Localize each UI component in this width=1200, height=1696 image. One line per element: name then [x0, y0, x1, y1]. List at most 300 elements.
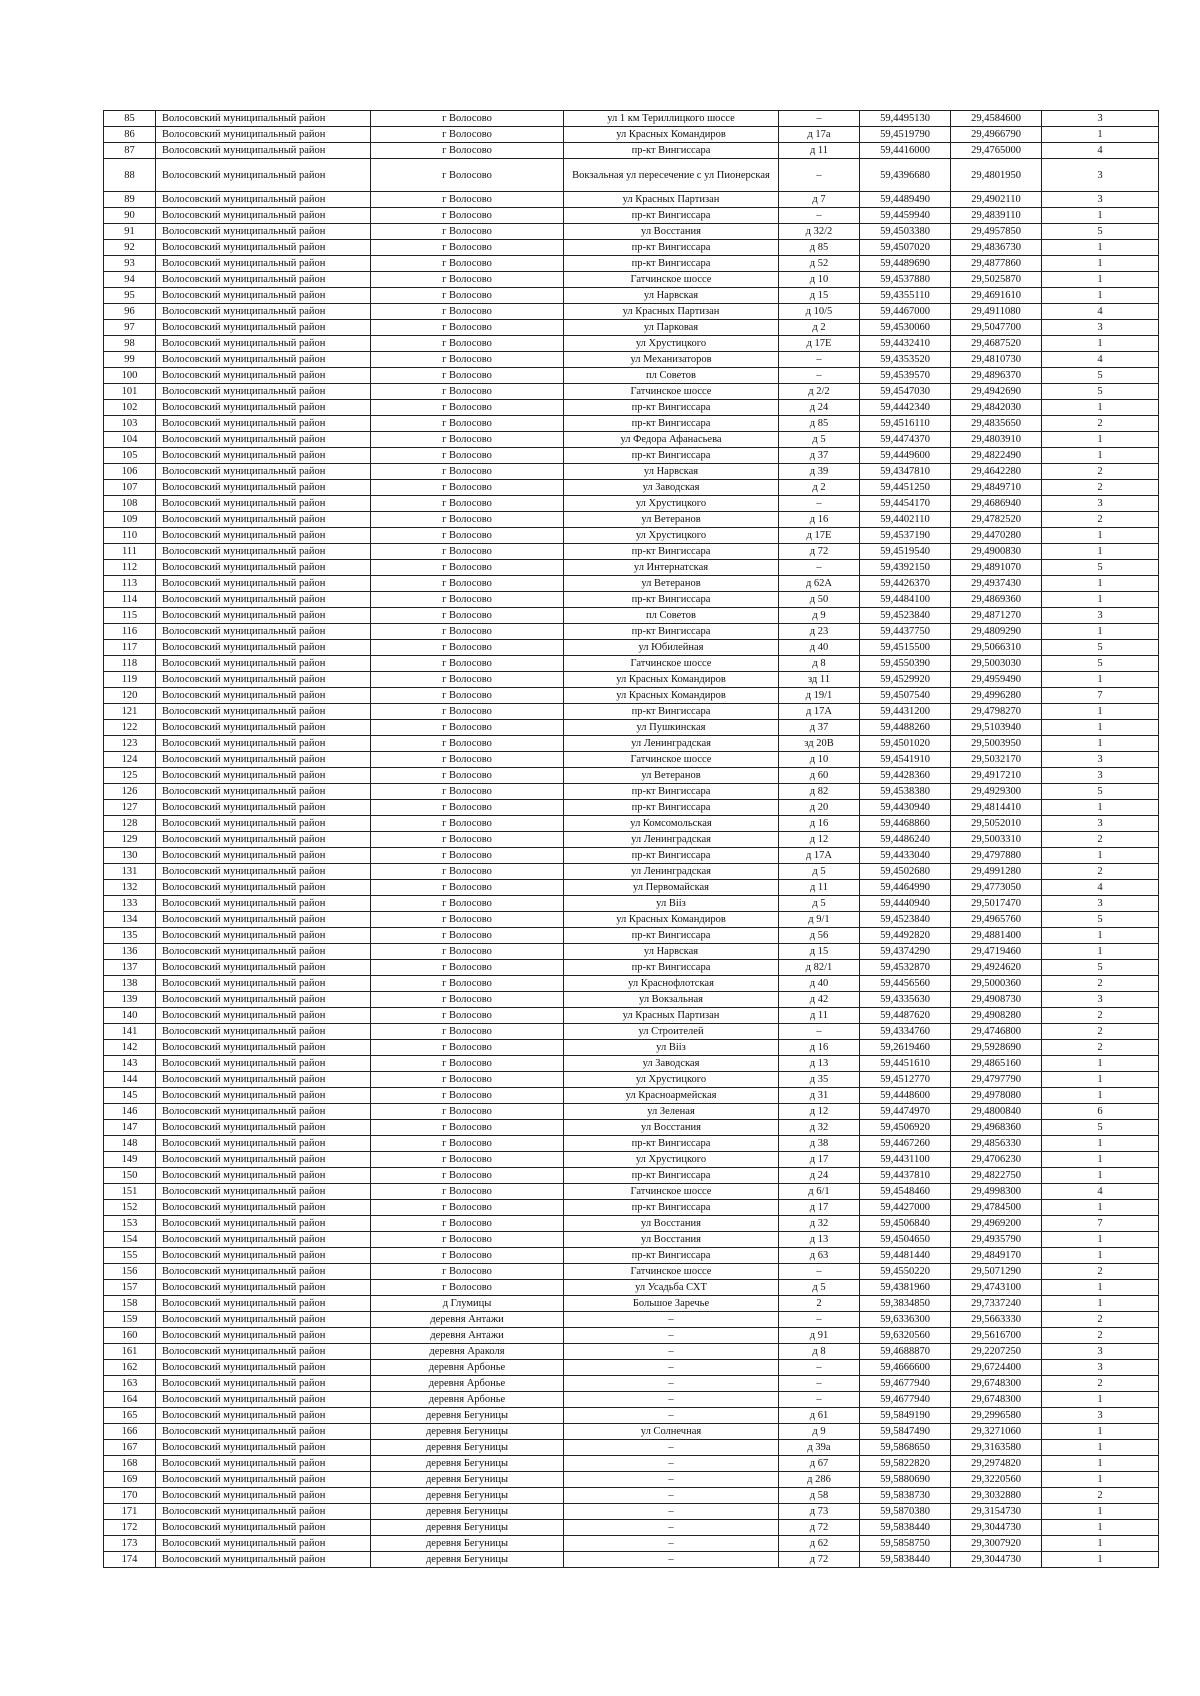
count-cell: 3 — [1042, 992, 1159, 1008]
street-cell: ул Нарвская — [564, 464, 779, 480]
table-row — [104, 464, 1159, 480]
latitude-cell: 59,5847490 — [860, 1424, 951, 1440]
street-cell: ул Красных Командиров — [564, 127, 779, 143]
locality-cell: г Волосово — [371, 1088, 564, 1104]
district-cell: Волосовский муниципальный район — [156, 192, 371, 208]
latitude-cell: 59,5838440 — [860, 1552, 951, 1568]
table-row — [104, 512, 1159, 528]
row-number: 120 — [104, 688, 156, 704]
locality-cell: г Волосово — [371, 464, 564, 480]
table-row — [104, 336, 1159, 352]
house-cell: д 23 — [779, 624, 860, 640]
table-row — [104, 1232, 1159, 1248]
count-cell: 2 — [1042, 1264, 1159, 1280]
locality-cell: г Волосово — [371, 432, 564, 448]
longitude-cell: 29,4908280 — [951, 1008, 1042, 1024]
street-cell: Гатчинское шоссе — [564, 752, 779, 768]
house-cell: – — [779, 368, 860, 384]
house-cell: д 12 — [779, 1104, 860, 1120]
table-row — [104, 432, 1159, 448]
latitude-cell: 59,5858750 — [860, 1536, 951, 1552]
count-cell: 1 — [1042, 1504, 1159, 1520]
longitude-cell: 29,4881400 — [951, 928, 1042, 944]
count-cell: 3 — [1042, 496, 1159, 512]
street-cell: ул Ленинградская — [564, 864, 779, 880]
street-cell: ул Хрустицкого — [564, 528, 779, 544]
row-number: 141 — [104, 1024, 156, 1040]
document-page — [103, 110, 1103, 1568]
house-cell: д 12 — [779, 832, 860, 848]
longitude-cell: 29,5928690 — [951, 1040, 1042, 1056]
latitude-cell: 59,4428360 — [860, 768, 951, 784]
table-row — [104, 352, 1159, 368]
latitude-cell: 59,4523840 — [860, 912, 951, 928]
latitude-cell: 59,4374290 — [860, 944, 951, 960]
street-cell: ул Хрустицкого — [564, 336, 779, 352]
locality-cell: г Волосово — [371, 1136, 564, 1152]
row-number: 165 — [104, 1408, 156, 1424]
longitude-cell: 29,4891070 — [951, 560, 1042, 576]
count-cell: 5 — [1042, 384, 1159, 400]
locality-cell: г Волосово — [371, 768, 564, 784]
longitude-cell: 29,4978080 — [951, 1088, 1042, 1104]
house-cell: д 5 — [779, 432, 860, 448]
table-row — [104, 832, 1159, 848]
locality-cell: деревня Антажи — [371, 1312, 564, 1328]
longitude-cell: 29,4746800 — [951, 1024, 1042, 1040]
district-cell: Волосовский муниципальный район — [156, 256, 371, 272]
locality-cell: г Волосово — [371, 1024, 564, 1040]
street-cell: пр-кт Вингиссара — [564, 143, 779, 159]
latitude-cell: 59,4488260 — [860, 720, 951, 736]
street-cell: пр-кт Вингиссара — [564, 400, 779, 416]
longitude-cell: 29,4782520 — [951, 512, 1042, 528]
count-cell: 5 — [1042, 224, 1159, 240]
latitude-cell: 59,4489490 — [860, 192, 951, 208]
table-row — [104, 960, 1159, 976]
house-cell: д 91 — [779, 1328, 860, 1344]
house-cell: д 20 — [779, 800, 860, 816]
street-cell: ул Красных Командиров — [564, 672, 779, 688]
locality-cell: г Волосово — [371, 784, 564, 800]
locality-cell: г Волосово — [371, 752, 564, 768]
district-cell: Волосовский муниципальный район — [156, 784, 371, 800]
house-cell: д 35 — [779, 1072, 860, 1088]
table-row — [104, 640, 1159, 656]
longitude-cell: 29,4706230 — [951, 1152, 1042, 1168]
count-cell: 1 — [1042, 1472, 1159, 1488]
count-cell: 1 — [1042, 944, 1159, 960]
table-row — [104, 1408, 1159, 1424]
latitude-cell: 59,4481440 — [860, 1248, 951, 1264]
street-cell: пр-кт Вингиссара — [564, 240, 779, 256]
locality-cell: г Волосово — [371, 224, 564, 240]
locality-cell: г Волосово — [371, 656, 564, 672]
latitude-cell: 59,4677940 — [860, 1392, 951, 1408]
street-cell: ул Восстания — [564, 1120, 779, 1136]
house-cell: 2 — [779, 1296, 860, 1312]
count-cell: 1 — [1042, 1520, 1159, 1536]
latitude-cell: 59,4355110 — [860, 288, 951, 304]
street-cell: Гатчинское шоссе — [564, 272, 779, 288]
latitude-cell: 59,4519790 — [860, 127, 951, 143]
count-cell: 1 — [1042, 624, 1159, 640]
street-cell: – — [564, 1344, 779, 1360]
row-number: 173 — [104, 1536, 156, 1552]
district-cell: Волосовский муниципальный район — [156, 1264, 371, 1280]
locality-cell: деревня Арбонье — [371, 1376, 564, 1392]
house-cell: д 31 — [779, 1088, 860, 1104]
district-cell: Волосовский муниципальный район — [156, 304, 371, 320]
street-cell: ул Федора Афанасьева — [564, 432, 779, 448]
row-number: 138 — [104, 976, 156, 992]
table-row — [104, 1504, 1159, 1520]
street-cell: пр-кт Вингиссара — [564, 624, 779, 640]
latitude-cell: 59,4507540 — [860, 688, 951, 704]
count-cell: 2 — [1042, 1328, 1159, 1344]
house-cell: д 62А — [779, 576, 860, 592]
table-row — [104, 111, 1159, 127]
table-row — [104, 528, 1159, 544]
count-cell: 1 — [1042, 1424, 1159, 1440]
row-number: 125 — [104, 768, 156, 784]
row-number: 159 — [104, 1312, 156, 1328]
longitude-cell: 29,6724400 — [951, 1360, 1042, 1376]
longitude-cell: 29,4911080 — [951, 304, 1042, 320]
locality-cell: г Волосово — [371, 736, 564, 752]
locality-cell: г Волосово — [371, 624, 564, 640]
locality-cell: г Волосово — [371, 528, 564, 544]
district-cell: Волосовский муниципальный район — [156, 1472, 371, 1488]
district-cell: Волосовский муниципальный район — [156, 1392, 371, 1408]
street-cell: – — [564, 1520, 779, 1536]
house-cell: д 5 — [779, 864, 860, 880]
table-row — [104, 1024, 1159, 1040]
house-cell: д 5 — [779, 1280, 860, 1296]
street-cell: пр-кт Вингиссара — [564, 784, 779, 800]
latitude-cell: 59,4529920 — [860, 672, 951, 688]
longitude-cell: 29,4797880 — [951, 848, 1042, 864]
district-cell: Волосовский муниципальный район — [156, 832, 371, 848]
street-cell: ул Вiiз — [564, 896, 779, 912]
district-cell: Волосовский муниципальный район — [156, 127, 371, 143]
latitude-cell: 59,4486240 — [860, 832, 951, 848]
latitude-cell: 59,4474970 — [860, 1104, 951, 1120]
latitude-cell: 59,2619460 — [860, 1040, 951, 1056]
count-cell: 1 — [1042, 544, 1159, 560]
street-cell: пр-кт Вингиссара — [564, 592, 779, 608]
table-row — [104, 1440, 1159, 1456]
row-number: 154 — [104, 1232, 156, 1248]
table-row — [104, 656, 1159, 672]
table-row — [104, 1344, 1159, 1360]
latitude-cell: 59,4666600 — [860, 1360, 951, 1376]
latitude-cell: 59,4495130 — [860, 111, 951, 127]
house-cell: д 72 — [779, 1520, 860, 1536]
house-cell: д 32 — [779, 1120, 860, 1136]
count-cell: 1 — [1042, 1088, 1159, 1104]
table-row — [104, 1040, 1159, 1056]
locality-cell: г Волосово — [371, 704, 564, 720]
longitude-cell: 29,5017470 — [951, 896, 1042, 912]
longitude-cell: 29,4800840 — [951, 1104, 1042, 1120]
street-cell: ул Нарвская — [564, 288, 779, 304]
house-cell: д 39 — [779, 464, 860, 480]
locality-cell: г Волосово — [371, 1168, 564, 1184]
district-cell: Волосовский муниципальный район — [156, 880, 371, 896]
row-number: 118 — [104, 656, 156, 672]
table-row — [104, 624, 1159, 640]
street-cell: ул Ленинградская — [564, 736, 779, 752]
row-number: 149 — [104, 1152, 156, 1168]
longitude-cell: 29,4969200 — [951, 1216, 1042, 1232]
latitude-cell: 59,4347810 — [860, 464, 951, 480]
locality-cell: г Волосово — [371, 384, 564, 400]
row-number: 145 — [104, 1088, 156, 1104]
street-cell: ул Комсомольская — [564, 816, 779, 832]
district-cell: Волосовский муниципальный район — [156, 1136, 371, 1152]
house-cell: д 37 — [779, 720, 860, 736]
street-cell: ул Красных Партизан — [564, 304, 779, 320]
district-cell: Волосовский муниципальный район — [156, 111, 371, 127]
street-cell: – — [564, 1440, 779, 1456]
count-cell: 7 — [1042, 1216, 1159, 1232]
house-cell: д 52 — [779, 256, 860, 272]
district-cell: Волосовский муниципальный район — [156, 1040, 371, 1056]
row-number: 123 — [104, 736, 156, 752]
locality-cell: деревня Бегуницы — [371, 1440, 564, 1456]
latitude-cell: 59,4335630 — [860, 992, 951, 1008]
longitude-cell: 29,2974820 — [951, 1456, 1042, 1472]
longitude-cell: 29,5000360 — [951, 976, 1042, 992]
street-cell: ул Вiiз — [564, 1040, 779, 1056]
row-number: 105 — [104, 448, 156, 464]
district-cell: Волосовский муниципальный район — [156, 528, 371, 544]
locality-cell: деревня Бегуницы — [371, 1552, 564, 1568]
locality-cell: г Волосово — [371, 992, 564, 1008]
house-cell: д 62 — [779, 1536, 860, 1552]
district-cell: Волосовский муниципальный район — [156, 816, 371, 832]
street-cell: пр-кт Вингиссара — [564, 416, 779, 432]
house-cell: д 17А — [779, 848, 860, 864]
district-cell: Волосовский муниципальный район — [156, 480, 371, 496]
longitude-cell: 29,4869360 — [951, 592, 1042, 608]
locality-cell: г Волосово — [371, 1200, 564, 1216]
count-cell: 5 — [1042, 960, 1159, 976]
latitude-cell: 59,6320560 — [860, 1328, 951, 1344]
house-cell: – — [779, 159, 860, 192]
table-row — [104, 416, 1159, 432]
latitude-cell: 59,5880690 — [860, 1472, 951, 1488]
house-cell: д 286 — [779, 1472, 860, 1488]
latitude-cell: 59,4437810 — [860, 1168, 951, 1184]
longitude-cell: 29,5047700 — [951, 320, 1042, 336]
street-cell: – — [564, 1408, 779, 1424]
latitude-cell: 59,6336300 — [860, 1312, 951, 1328]
latitude-cell: 59,4464990 — [860, 880, 951, 896]
locality-cell: г Волосово — [371, 1264, 564, 1280]
locality-cell: г Волосово — [371, 304, 564, 320]
street-cell: – — [564, 1456, 779, 1472]
district-cell: Волосовский муниципальный район — [156, 1488, 371, 1504]
street-cell: ул Восстания — [564, 224, 779, 240]
count-cell: 3 — [1042, 320, 1159, 336]
count-cell: 4 — [1042, 304, 1159, 320]
row-number: 87 — [104, 143, 156, 159]
longitude-cell: 29,4957850 — [951, 224, 1042, 240]
house-cell: д 32/2 — [779, 224, 860, 240]
district-cell: Волосовский муниципальный район — [156, 240, 371, 256]
district-cell: Волосовский муниципальный район — [156, 464, 371, 480]
district-cell: Волосовский муниципальный район — [156, 208, 371, 224]
house-cell: д 9 — [779, 608, 860, 624]
longitude-cell: 29,5003310 — [951, 832, 1042, 848]
house-cell: д 10/5 — [779, 304, 860, 320]
latitude-cell: 59,4492820 — [860, 928, 951, 944]
house-cell: д 72 — [779, 544, 860, 560]
locality-cell: деревня Антажи — [371, 1328, 564, 1344]
count-cell: 1 — [1042, 1152, 1159, 1168]
locality-cell: г Волосово — [371, 1152, 564, 1168]
locality-cell: г Волосово — [371, 496, 564, 512]
latitude-cell: 59,4442340 — [860, 400, 951, 416]
row-number: 158 — [104, 1296, 156, 1312]
count-cell: 3 — [1042, 1360, 1159, 1376]
table-row — [104, 192, 1159, 208]
longitude-cell: 29,3044730 — [951, 1520, 1042, 1536]
longitude-cell: 29,4902110 — [951, 192, 1042, 208]
longitude-cell: 29,4691610 — [951, 288, 1042, 304]
row-number: 142 — [104, 1040, 156, 1056]
locality-cell: г Волосово — [371, 576, 564, 592]
locality-cell: г Волосово — [371, 240, 564, 256]
locality-cell: г Волосово — [371, 208, 564, 224]
house-cell: д 40 — [779, 976, 860, 992]
district-cell: Волосовский муниципальный район — [156, 432, 371, 448]
table-row — [104, 576, 1159, 592]
row-number: 97 — [104, 320, 156, 336]
longitude-cell: 29,4642280 — [951, 464, 1042, 480]
row-number: 153 — [104, 1216, 156, 1232]
district-cell: Волосовский муниципальный район — [156, 400, 371, 416]
longitude-cell: 29,4968360 — [951, 1120, 1042, 1136]
row-number: 109 — [104, 512, 156, 528]
count-cell: 5 — [1042, 368, 1159, 384]
latitude-cell: 59,3834850 — [860, 1296, 951, 1312]
district-cell: Волосовский муниципальный район — [156, 288, 371, 304]
house-cell: д 7 — [779, 192, 860, 208]
house-cell: д 6/1 — [779, 1184, 860, 1200]
longitude-cell: 29,4810730 — [951, 352, 1042, 368]
district-cell: Волосовский муниципальный район — [156, 624, 371, 640]
house-cell: д 42 — [779, 992, 860, 1008]
house-cell: д 17 — [779, 1200, 860, 1216]
count-cell: 1 — [1042, 1136, 1159, 1152]
house-cell: д 13 — [779, 1056, 860, 1072]
house-cell: д 11 — [779, 880, 860, 896]
latitude-cell: 59,4530060 — [860, 320, 951, 336]
table-row — [104, 208, 1159, 224]
district-cell: Волосовский муниципальный район — [156, 896, 371, 912]
street-cell: пр-кт Вингиссара — [564, 1200, 779, 1216]
count-cell: 5 — [1042, 656, 1159, 672]
row-number: 163 — [104, 1376, 156, 1392]
district-cell: Волосовский муниципальный район — [156, 1104, 371, 1120]
row-number: 143 — [104, 1056, 156, 1072]
locality-cell: деревня Бегуницы — [371, 1424, 564, 1440]
table-row — [104, 976, 1159, 992]
longitude-cell: 29,4849170 — [951, 1248, 1042, 1264]
table-row — [104, 1280, 1159, 1296]
street-cell: ул Красных Партизан — [564, 192, 779, 208]
table-row — [104, 944, 1159, 960]
count-cell: 1 — [1042, 576, 1159, 592]
locality-cell: г Волосово — [371, 880, 564, 896]
row-number: 119 — [104, 672, 156, 688]
street-cell: – — [564, 1360, 779, 1376]
house-cell: д 8 — [779, 656, 860, 672]
table-row — [104, 848, 1159, 864]
table-row — [104, 256, 1159, 272]
row-number: 160 — [104, 1328, 156, 1344]
street-cell: ул Строителей — [564, 1024, 779, 1040]
row-number: 95 — [104, 288, 156, 304]
table-row — [104, 1328, 1159, 1344]
longitude-cell: 29,2207250 — [951, 1344, 1042, 1360]
count-cell: 1 — [1042, 1456, 1159, 1472]
row-number: 168 — [104, 1456, 156, 1472]
district-cell: Волосовский муниципальный район — [156, 768, 371, 784]
count-cell: 4 — [1042, 352, 1159, 368]
house-cell: – — [779, 1376, 860, 1392]
table-row — [104, 704, 1159, 720]
district-cell: Волосовский муниципальный район — [156, 1456, 371, 1472]
table-row — [104, 400, 1159, 416]
longitude-cell: 29,3044730 — [951, 1552, 1042, 1568]
locality-cell: г Волосово — [371, 288, 564, 304]
table-row — [104, 1296, 1159, 1312]
district-cell: Волосовский муниципальный район — [156, 656, 371, 672]
house-cell: – — [779, 496, 860, 512]
street-cell: пр-кт Вингиссара — [564, 1168, 779, 1184]
house-cell: зд 11 — [779, 672, 860, 688]
table-row — [104, 1552, 1159, 1568]
district-cell: Волосовский муниципальный район — [156, 1408, 371, 1424]
longitude-cell: 29,5066310 — [951, 640, 1042, 656]
street-cell: – — [564, 1552, 779, 1568]
street-cell: ул Заводская — [564, 480, 779, 496]
longitude-cell: 29,5103940 — [951, 720, 1042, 736]
longitude-cell: 29,5052010 — [951, 816, 1042, 832]
row-number: 92 — [104, 240, 156, 256]
row-number: 162 — [104, 1360, 156, 1376]
latitude-cell: 59,4487620 — [860, 1008, 951, 1024]
latitude-cell: 59,4353520 — [860, 352, 951, 368]
row-number: 112 — [104, 560, 156, 576]
locality-cell: г Волосово — [371, 928, 564, 944]
latitude-cell: 59,4456560 — [860, 976, 951, 992]
count-cell: 1 — [1042, 1248, 1159, 1264]
table-row — [104, 384, 1159, 400]
latitude-cell: 59,4532870 — [860, 960, 951, 976]
locality-cell: деревня Бегуницы — [371, 1408, 564, 1424]
latitude-cell: 59,4454170 — [860, 496, 951, 512]
row-number: 107 — [104, 480, 156, 496]
table-row — [104, 1456, 1159, 1472]
locality-cell: г Волосово — [371, 800, 564, 816]
row-number: 122 — [104, 720, 156, 736]
count-cell: 3 — [1042, 1344, 1159, 1360]
